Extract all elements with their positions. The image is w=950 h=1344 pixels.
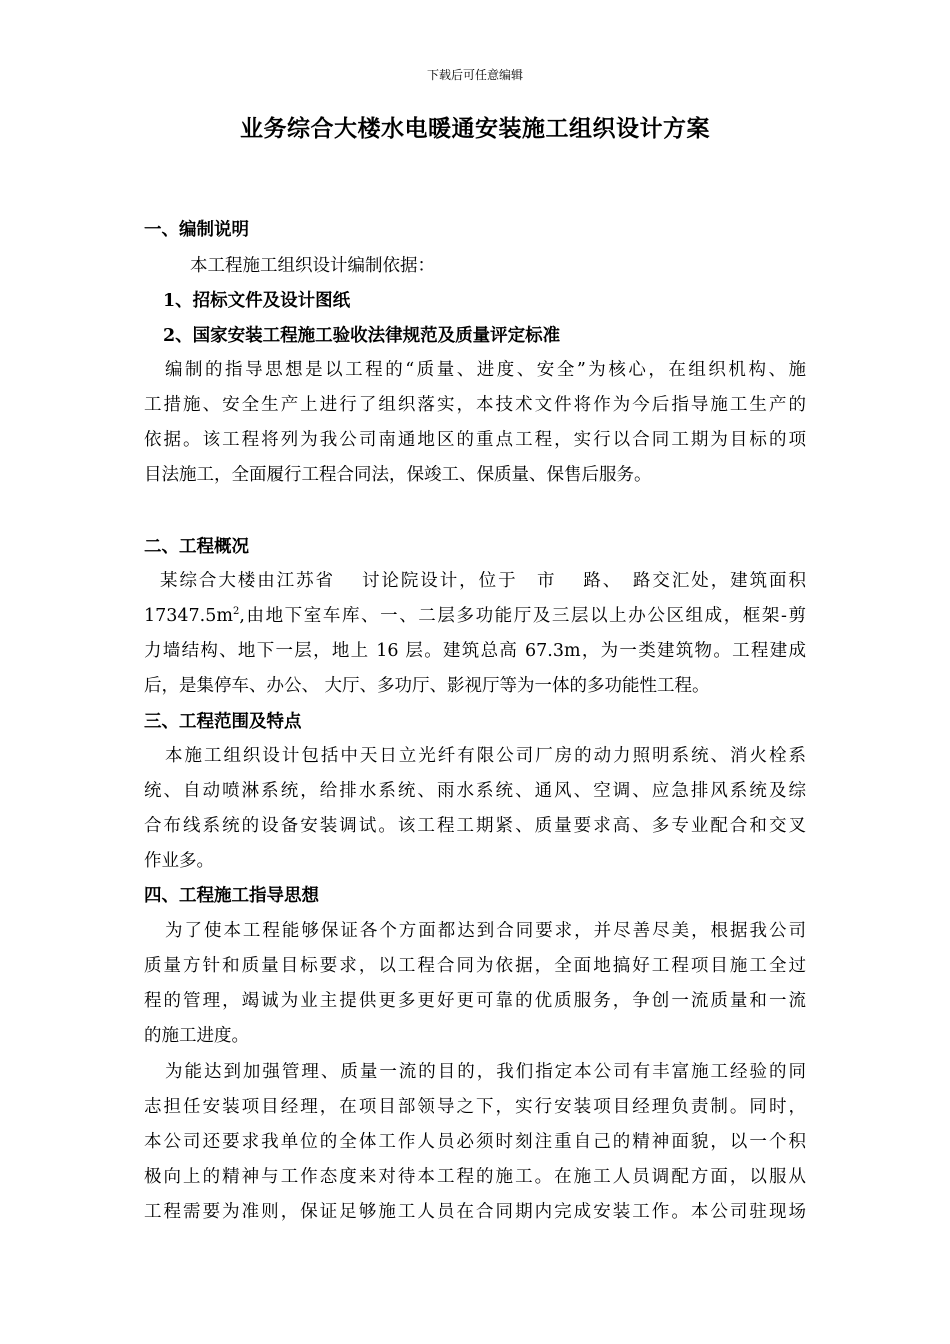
s1-para-line: 目法施工，全面履行工程合同法，保竣工、保质量、保售后服务。 <box>144 465 652 485</box>
s2-para-line: 力墙结构、地下一层，地上 16 层。建筑总高 67.3m，为一类建筑物。工程建成 <box>144 641 806 661</box>
section-heading-4: 四、工程施工指导思想 <box>144 886 319 906</box>
s3-para-line: 统、自动喷淋系统，给排水系统、雨水系统、通风、空调、应急排风系统及综 <box>144 781 806 801</box>
s1-para-line: 编制的指导思想是以工程的“质量、进度、安全”为核心，在组织机构、施 <box>165 360 806 380</box>
s2-area-sup: 2 <box>232 606 240 618</box>
s4-para2-line: 志担任安装项目经理，在项目部领导之下，实行安装项目经理负责制。同时， <box>144 1097 806 1117</box>
s1-item-2: 2、国家安装工程施工验收法律规范及质量评定标准 <box>163 326 561 346</box>
s4-para2-line: 极向上的精神与工作态度来对待本工程的施工。在施工人员调配方面，以服从 <box>144 1167 806 1187</box>
s3-para-line: 作业多。 <box>144 851 214 871</box>
s1-item-1: 1、招标文件及设计图纸 <box>163 291 351 311</box>
s1-para-line: 工措施、安全生产上进行了组织落实，本技术文件将作为今后指导施工生产的 <box>144 395 806 415</box>
page-header: 下载后可任意编辑 <box>426 68 523 82</box>
section-heading-1: 一、编制说明 <box>144 220 249 240</box>
s4-para2-line: 为能达到加强管理、质量一流的目的，我们指定本公司有丰富施工经验的同 <box>165 1062 806 1082</box>
s3-para-line: 本施工组织设计包括中天日立光纤有限公司厂房的动力照明系统、消火栓系 <box>165 746 806 766</box>
s2-para-line: 某综合大楼由江苏省 讨论院设计，位于 市 路、 路交汇处，建筑面积 <box>160 571 806 591</box>
s1-intro: 本工程施工组织设计编制依据： <box>190 256 435 276</box>
s2-area-value: 17347.5m <box>144 606 233 626</box>
s3-para-line: 合布线系统的设备安装调试。该工程工期紧、质量要求高、多专业配合和交叉 <box>144 816 806 836</box>
s2-para-line: 后，是集停车、办公、 大厅、多功厅、影视厅等为一体的多功能性工程。 <box>144 676 710 696</box>
section-heading-3: 三、工程范围及特点 <box>144 712 302 732</box>
section-heading-2: 二、工程概况 <box>144 537 249 557</box>
s2-para-line <box>144 602 806 627</box>
s2-area-rest: ,由地下室车库、一、二层多功能厅及三层以上办公区组成，框架-剪 <box>239 606 806 626</box>
s4-para2-line: 本公司还要求我单位的全体工作人员必须时刻注重自己的精神面貌，以一个积 <box>144 1132 806 1152</box>
s4-para1-line: 为了使本工程能够保证各个方面都达到合同要求，并尽善尽美，根据我公司 <box>165 921 806 941</box>
document-title: 业务综合大楼水电暖通安装施工组织设计方案 <box>240 116 710 142</box>
s4-para1-line: 程的管理，竭诚为业主提供更多更好更可靠的优质服务，争创一流质量和一流 <box>144 991 806 1011</box>
s1-para-line: 依据。该工程将列为我公司南通地区的重点工程，实行以合同工期为目标的项 <box>144 430 806 450</box>
s4-para1-line: 质量方针和质量目标要求，以工程合同为依据，全面地搞好工程项目施工全过 <box>144 956 806 976</box>
s4-para1-line: 的施工进度。 <box>144 1026 249 1046</box>
s4-para2-line: 工程需要为准则，保证足够施工人员在合同期内完成安装工作。本公司驻现场 <box>144 1202 806 1222</box>
